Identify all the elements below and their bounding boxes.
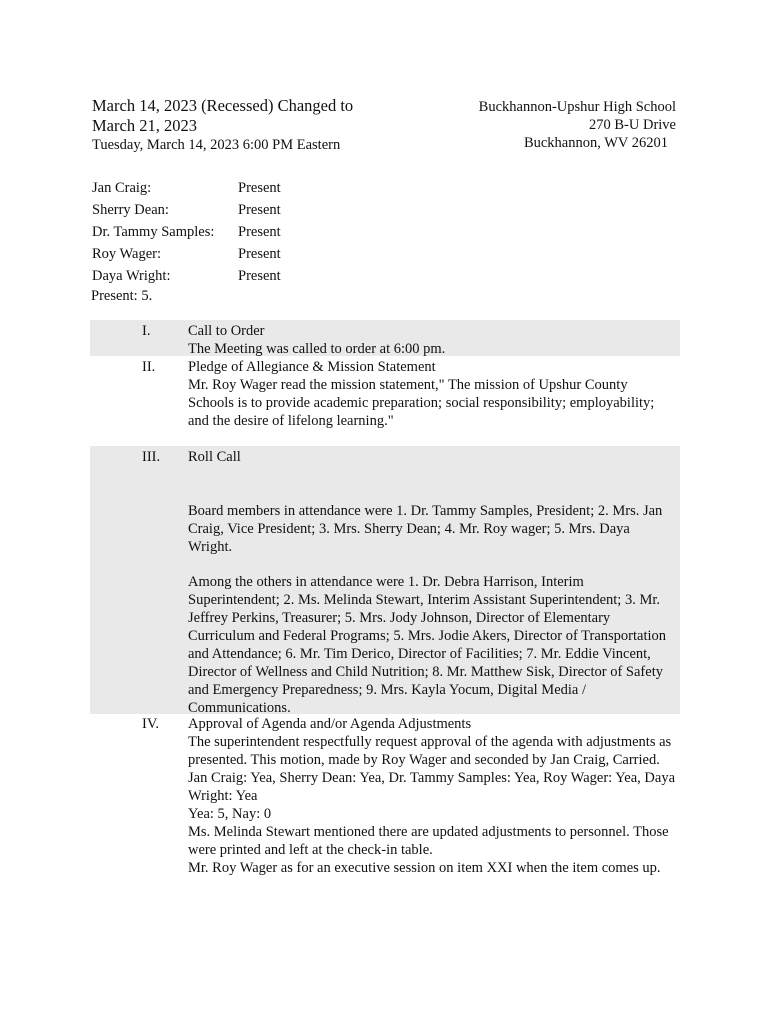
member-status: Present — [238, 268, 281, 284]
meeting-title — [92, 96, 392, 136]
attendance-row — [92, 199, 281, 221]
vote-tally: Yea: 5, Nay: 0 — [188, 806, 272, 822]
item-text: The Meeting was called to order at 6:00 pm. — [188, 341, 446, 357]
item-paragraph: Among the others in attendance were 1. Dr. Debra Harrison, Interim Superintendent; 2. Ms. Melinda Stewart, Interim Assistant Superintendent; 3. Mr. Jeffrey Perkins, Treasurer; 5. Mrs. Jody Johnson, Director of Elementary Curriculum and Federal Programs; 5. Mrs. Jodie Akers, Director of Transportation and Attendance; 6. Mr. Tim Derico, Director of Facilities; 7. Mr. Eddie Vincent, Director of Wellness and Child Nutrition; 8. Mr. Matthew Sisk, Director of Safety and Emergency Preparedness; 9. Mrs. Kayla Yocum, Digital Media / Communications. — [188, 574, 667, 716]
location-city: Buckhannon, WV 26201 — [523, 135, 668, 151]
item-number: I. — [142, 323, 151, 339]
member-name: Jan Craig: — [92, 180, 152, 196]
item-title: Approval of Agenda and/or Agenda Adjustments — [188, 716, 472, 732]
location-street: 270 B-U Drive — [589, 117, 676, 133]
attendance-row — [92, 243, 281, 265]
item-number: II. — [142, 359, 156, 375]
meeting-datetime: Tuesday, March 14, 2023 6:00 PM Eastern — [92, 137, 341, 153]
attendance-row — [92, 221, 281, 243]
meeting-location — [479, 98, 676, 152]
location-name: Buckhannon-Upshur High School — [478, 99, 676, 115]
member-name: Sherry Dean: — [92, 202, 169, 218]
attendance-row — [92, 265, 281, 287]
item-text: Mr. Roy Wager as for an executive session on item XXI when the item comes up. — [188, 860, 661, 876]
member-status: Present — [238, 224, 281, 240]
member-status: Present — [238, 202, 281, 218]
member-status: Present — [238, 180, 281, 196]
item-number: IV. — [142, 716, 160, 732]
item-title: Call to Order — [188, 323, 265, 339]
item-text: Mr. Roy Wager read the mission statement," The mission of Upshur County Schools is to provide academic preparation; social responsibility; employability; and the desire of lifelong learning." — [188, 377, 655, 429]
attendance-row — [92, 177, 281, 199]
item-text: The superintendent respectfully request approval of the agenda with adjustments as presented. This motion, made by Roy Wager and seconded by Jan Craig, Carried. — [188, 734, 672, 768]
present-total: Present: 5. — [91, 288, 153, 304]
item-title: Roll Call — [188, 449, 241, 465]
meeting-title-line2: March 21, 2023 — [92, 116, 197, 135]
member-name: Dr. Tammy Samples: — [92, 224, 215, 240]
member-name: Daya Wright: — [92, 268, 171, 284]
item-text: Ms. Melinda Stewart mentioned there are updated adjustments to personnel. Those were printed and left at the check-in table. — [188, 824, 669, 858]
item-title: Pledge of Allegiance & Mission Statement — [188, 359, 436, 375]
member-status: Present — [238, 246, 281, 262]
attendance-list — [92, 177, 281, 287]
member-name: Roy Wager: — [92, 246, 162, 262]
item-paragraph: Board members in attendance were 1. Dr. Tammy Samples, President; 2. Mrs. Jan Craig, Vice President; 3. Mrs. Sherry Dean; 4. Mr. Roy wager; 5. Mrs. Daya Wright. — [188, 503, 663, 555]
item-number: III. — [142, 449, 161, 465]
vote-record: Jan Craig: Yea, Sherry Dean: Yea, Dr. Tammy Samples: Yea, Roy Wager: Yea, Daya Wright: Yea — [188, 770, 676, 804]
meeting-title-line1: March 14, 2023 (Recessed) Changed to — [92, 96, 354, 115]
